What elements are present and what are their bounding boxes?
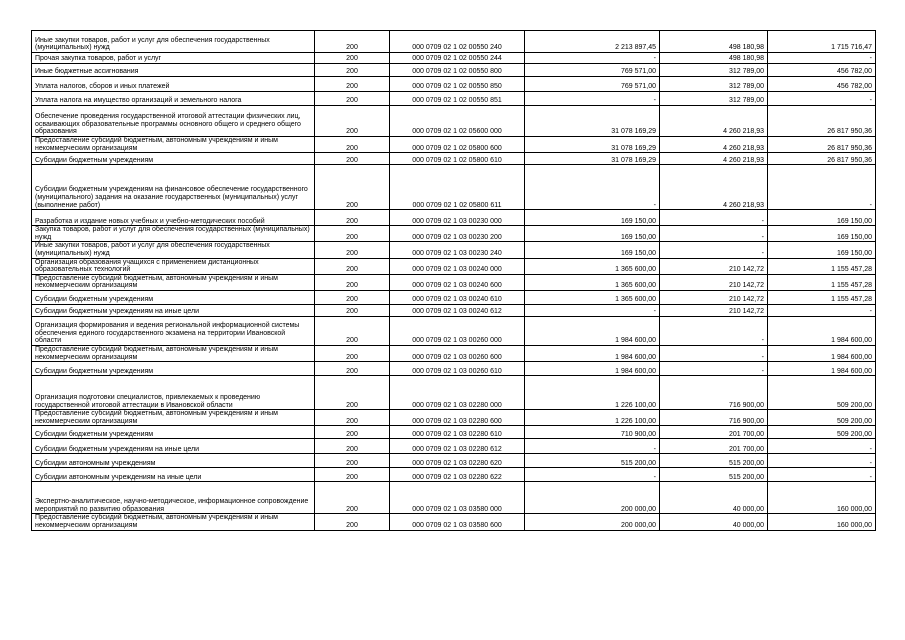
budget-classification-code-cell: 000 0709 02 1 03 00260 600 [390, 345, 525, 361]
row-name-cell: Организация формирования и ведения региональной информационной системы обеспечения единого государственного экзамена на территории Ивановской области [32, 316, 315, 345]
unexecuted-amount-cell: - [768, 304, 876, 316]
executed-amount-cell: - [660, 345, 768, 361]
row-code-cell: 200 [315, 106, 390, 137]
table-row [32, 226, 876, 242]
row-code-cell: 200 [315, 242, 390, 258]
approved-amount-cell: 2 213 897,45 [525, 31, 660, 53]
unexecuted-amount-cell: 26 817 950,36 [768, 106, 876, 137]
unexecuted-amount-cell: 26 817 950,36 [768, 137, 876, 153]
budget-classification-code-cell: 000 0709 02 1 03 03580 600 [390, 514, 525, 530]
row-name-cell: Прочая закупка товаров, работ и услуг [32, 53, 315, 64]
row-code-cell: 200 [315, 290, 390, 304]
budget-classification-code-cell: 000 0709 02 1 03 02280 622 [390, 468, 525, 482]
row-code-cell: 200 [315, 64, 390, 77]
budget-classification-code-cell: 000 0709 02 1 03 00230 000 [390, 210, 525, 226]
executed-amount-cell: 40 000,00 [660, 482, 768, 514]
executed-amount-cell: 498 180,98 [660, 53, 768, 64]
executed-amount-cell: - [660, 226, 768, 242]
approved-amount-cell: 515 200,00 [525, 454, 660, 468]
executed-amount-cell: 4 260 218,93 [660, 106, 768, 137]
executed-amount-cell: 312 789,00 [660, 92, 768, 106]
unexecuted-amount-cell: 169 150,00 [768, 242, 876, 258]
executed-amount-cell: 515 200,00 [660, 454, 768, 468]
unexecuted-amount-cell: 169 150,00 [768, 226, 876, 242]
unexecuted-amount-cell: 1 984 600,00 [768, 362, 876, 376]
executed-amount-cell: 201 700,00 [660, 426, 768, 439]
table-row [32, 210, 876, 226]
approved-amount-cell: - [525, 92, 660, 106]
row-code-cell: 200 [315, 258, 390, 274]
budget-classification-code-cell: 000 0709 02 1 02 05600 000 [390, 106, 525, 137]
table-row [32, 153, 876, 165]
executed-amount-cell: 201 700,00 [660, 439, 768, 454]
executed-amount-cell: 716 900,00 [660, 410, 768, 426]
budget-classification-code-cell: 000 0709 02 1 02 05800 611 [390, 165, 525, 210]
budget-classification-code-cell: 000 0709 02 1 03 02280 600 [390, 410, 525, 426]
row-name-cell: Субсидии автономным учреждениям на иные цели [32, 468, 315, 482]
row-name-cell: Уплата налога на имущество организаций и земельного налога [32, 92, 315, 106]
row-name-cell: Субсидии автономным учреждениям [32, 454, 315, 468]
row-name-cell: Разработка и издание новых учебных и учебно-методических пособий [32, 210, 315, 226]
executed-amount-cell: 4 260 218,93 [660, 165, 768, 210]
table-row [32, 482, 876, 514]
row-code-cell: 200 [315, 426, 390, 439]
unexecuted-amount-cell: 1 984 600,00 [768, 316, 876, 345]
executed-amount-cell: 210 142,72 [660, 290, 768, 304]
row-code-cell: 200 [315, 514, 390, 530]
row-name-cell: Предоставление субсидий бюджетным, автономным учреждениям и иным некоммерческим организациям [32, 274, 315, 290]
row-name-cell: Предоставление субсидий бюджетным, автономным учреждениям и иным некоммерческим организациям [32, 514, 315, 530]
table-row [32, 53, 876, 64]
approved-amount-cell: - [525, 468, 660, 482]
budget-classification-code-cell: 000 0709 02 1 02 05800 610 [390, 153, 525, 165]
approved-amount-cell: 710 900,00 [525, 426, 660, 439]
row-code-cell: 200 [315, 304, 390, 316]
table-row [32, 514, 876, 530]
budget-classification-code-cell: 000 0709 02 1 03 02280 620 [390, 454, 525, 468]
approved-amount-cell: 1 365 600,00 [525, 290, 660, 304]
budget-classification-code-cell: 000 0709 02 1 03 00230 200 [390, 226, 525, 242]
budget-classification-code-cell: 000 0709 02 1 02 00550 850 [390, 77, 525, 92]
row-code-cell: 200 [315, 274, 390, 290]
budget-classification-code-cell: 000 0709 02 1 03 00260 000 [390, 316, 525, 345]
row-name-cell: Субсидии бюджетным учреждениям на финансовое обеспечение государственного (муниципального) задания на оказание государственных (муниципальных) услуг (выполнение работ) [32, 165, 315, 210]
row-code-cell: 200 [315, 31, 390, 53]
executed-amount-cell: - [660, 362, 768, 376]
row-code-cell: 200 [315, 345, 390, 361]
approved-amount-cell: 1 984 600,00 [525, 362, 660, 376]
row-code-cell: 200 [315, 92, 390, 106]
row-name-cell: Уплата налогов, сборов и иных платежей [32, 77, 315, 92]
approved-amount-cell: 200 000,00 [525, 482, 660, 514]
executed-amount-cell: 312 789,00 [660, 77, 768, 92]
row-code-cell: 200 [315, 137, 390, 153]
unexecuted-amount-cell: 1 155 457,28 [768, 290, 876, 304]
approved-amount-cell: 769 571,00 [525, 77, 660, 92]
unexecuted-amount-cell: 1 155 457,28 [768, 274, 876, 290]
table-row [32, 137, 876, 153]
row-code-cell: 200 [315, 376, 390, 410]
executed-amount-cell: 4 260 218,93 [660, 137, 768, 153]
table-body [32, 31, 876, 531]
table-row [32, 31, 876, 53]
unexecuted-amount-cell: 160 000,00 [768, 482, 876, 514]
approved-amount-cell: 31 078 169,29 [525, 106, 660, 137]
table-row [32, 439, 876, 454]
unexecuted-amount-cell: 1 984 600,00 [768, 345, 876, 361]
approved-amount-cell: 1 984 600,00 [525, 316, 660, 345]
row-code-cell: 200 [315, 454, 390, 468]
unexecuted-amount-cell: 26 817 950,36 [768, 153, 876, 165]
table-row [32, 77, 876, 92]
executed-amount-cell: 716 900,00 [660, 376, 768, 410]
approved-amount-cell: 769 571,00 [525, 64, 660, 77]
row-name-cell: Субсидии бюджетным учреждениям [32, 426, 315, 439]
unexecuted-amount-cell: 169 150,00 [768, 210, 876, 226]
approved-amount-cell: 1 226 100,00 [525, 376, 660, 410]
approved-amount-cell: - [525, 165, 660, 210]
budget-classification-code-cell: 000 0709 02 1 03 00240 612 [390, 304, 525, 316]
row-code-cell: 200 [315, 468, 390, 482]
executed-amount-cell: 210 142,72 [660, 304, 768, 316]
row-code-cell: 200 [315, 362, 390, 376]
budget-classification-code-cell: 000 0709 02 1 02 00550 244 [390, 53, 525, 64]
budget-classification-code-cell: 000 0709 02 1 03 02280 612 [390, 439, 525, 454]
approved-amount-cell: 1 226 100,00 [525, 410, 660, 426]
executed-amount-cell: 210 142,72 [660, 274, 768, 290]
budget-classification-code-cell: 000 0709 02 1 03 00240 600 [390, 274, 525, 290]
row-name-cell: Иные бюджетные ассигнования [32, 64, 315, 77]
row-code-cell: 200 [315, 316, 390, 345]
approved-amount-cell: 169 150,00 [525, 226, 660, 242]
budget-classification-code-cell: 000 0709 02 1 03 02280 000 [390, 376, 525, 410]
row-code-cell: 200 [315, 439, 390, 454]
row-name-cell: Субсидии бюджетным учреждениям [32, 153, 315, 165]
row-name-cell: Субсидии бюджетным учреждениям [32, 362, 315, 376]
table-row [32, 454, 876, 468]
budget-classification-code-cell: 000 0709 02 1 02 00550 851 [390, 92, 525, 106]
table-row [32, 410, 876, 426]
approved-amount-cell: - [525, 53, 660, 64]
unexecuted-amount-cell: 456 782,00 [768, 77, 876, 92]
unexecuted-amount-cell: - [768, 439, 876, 454]
approved-amount-cell: 1 984 600,00 [525, 345, 660, 361]
table-row [32, 258, 876, 274]
unexecuted-amount-cell: 509 200,00 [768, 426, 876, 439]
table-row [32, 426, 876, 439]
unexecuted-amount-cell: - [768, 165, 876, 210]
row-code-cell: 200 [315, 53, 390, 64]
budget-classification-code-cell: 000 0709 02 1 02 05800 600 [390, 137, 525, 153]
approved-amount-cell: - [525, 304, 660, 316]
row-code-cell: 200 [315, 153, 390, 165]
row-name-cell: Организация подготовки специалистов, привлекаемых к проведению государственной итоговой аттестации в Ивановской области [32, 376, 315, 410]
executed-amount-cell: - [660, 210, 768, 226]
row-code-cell: 200 [315, 226, 390, 242]
table-row [32, 376, 876, 410]
budget-classification-code-cell: 000 0709 02 1 03 03580 000 [390, 482, 525, 514]
table-row [32, 274, 876, 290]
row-name-cell: Иные закупки товаров, работ и услуг для обеспечения государственных (муниципальных) нужд [32, 31, 315, 53]
table-row [32, 468, 876, 482]
row-name-cell: Обеспечение проведения государственной итоговой аттестации физических лиц, осваивающих образовательные программы основного общего и среднего общего образования [32, 106, 315, 137]
unexecuted-amount-cell: 1 715 716,47 [768, 31, 876, 53]
unexecuted-amount-cell: 509 200,00 [768, 410, 876, 426]
row-code-cell: 200 [315, 165, 390, 210]
budget-classification-code-cell: 000 0709 02 1 03 00240 000 [390, 258, 525, 274]
table-row [32, 316, 876, 345]
executed-amount-cell: 312 789,00 [660, 64, 768, 77]
budget-report-table [31, 30, 876, 531]
row-name-cell: Организация образования учащихся с применением дистанционных образовательных технологий [32, 258, 315, 274]
unexecuted-amount-cell: - [768, 92, 876, 106]
table-row [32, 304, 876, 316]
row-name-cell: Экспертно-аналитическое, научно-методическое, информационное сопровождение мероприятий по развитию образования [32, 482, 315, 514]
budget-classification-code-cell: 000 0709 02 1 03 00240 610 [390, 290, 525, 304]
table-row [32, 362, 876, 376]
approved-amount-cell: 31 078 169,29 [525, 137, 660, 153]
row-name-cell: Субсидии бюджетным учреждениям на иные цели [32, 439, 315, 454]
approved-amount-cell: 1 365 600,00 [525, 258, 660, 274]
row-name-cell: Закупка товаров, работ и услуг для обеспечения государственных (муниципальных) нужд [32, 226, 315, 242]
row-code-cell: 200 [315, 77, 390, 92]
unexecuted-amount-cell: - [768, 53, 876, 64]
table-row [32, 165, 876, 210]
row-code-cell: 200 [315, 482, 390, 514]
row-name-cell: Предоставление субсидий бюджетным, автономным учреждениям и иным некоммерческим организациям [32, 410, 315, 426]
approved-amount-cell: 169 150,00 [525, 210, 660, 226]
unexecuted-amount-cell: 509 200,00 [768, 376, 876, 410]
row-code-cell: 200 [315, 410, 390, 426]
table-row [32, 106, 876, 137]
budget-classification-code-cell: 000 0709 02 1 03 02280 610 [390, 426, 525, 439]
executed-amount-cell: 40 000,00 [660, 514, 768, 530]
executed-amount-cell: 515 200,00 [660, 468, 768, 482]
budget-classification-code-cell: 000 0709 02 1 02 00550 800 [390, 64, 525, 77]
row-code-cell: 200 [315, 210, 390, 226]
table-row [32, 242, 876, 258]
unexecuted-amount-cell: - [768, 454, 876, 468]
row-name-cell: Иные закупки товаров, работ и услуг для обеспечения государственных (муниципальных) нужд [32, 242, 315, 258]
approved-amount-cell: 1 365 600,00 [525, 274, 660, 290]
row-name-cell: Субсидии бюджетным учреждениям [32, 290, 315, 304]
approved-amount-cell: 31 078 169,29 [525, 153, 660, 165]
table-row [32, 345, 876, 361]
table-row [32, 92, 876, 106]
approved-amount-cell: 169 150,00 [525, 242, 660, 258]
budget-classification-code-cell: 000 0709 02 1 03 00230 240 [390, 242, 525, 258]
executed-amount-cell: - [660, 316, 768, 345]
table-row [32, 64, 876, 77]
budget-classification-code-cell: 000 0709 02 1 03 00260 610 [390, 362, 525, 376]
row-name-cell: Предоставление субсидий бюджетным, автономным учреждениям и иным некоммерческим организациям [32, 345, 315, 361]
approved-amount-cell: - [525, 439, 660, 454]
budget-classification-code-cell: 000 0709 02 1 02 00550 240 [390, 31, 525, 53]
unexecuted-amount-cell: - [768, 468, 876, 482]
row-name-cell: Предоставление субсидий бюджетным, автономным учреждениям и иным некоммерческим организациям [32, 137, 315, 153]
table-row [32, 290, 876, 304]
executed-amount-cell: 4 260 218,93 [660, 153, 768, 165]
executed-amount-cell: 210 142,72 [660, 258, 768, 274]
unexecuted-amount-cell: 456 782,00 [768, 64, 876, 77]
executed-amount-cell: - [660, 242, 768, 258]
unexecuted-amount-cell: 160 000,00 [768, 514, 876, 530]
row-name-cell: Субсидии бюджетным учреждениям на иные цели [32, 304, 315, 316]
executed-amount-cell: 498 180,98 [660, 31, 768, 53]
unexecuted-amount-cell: 1 155 457,28 [768, 258, 876, 274]
approved-amount-cell: 200 000,00 [525, 514, 660, 530]
